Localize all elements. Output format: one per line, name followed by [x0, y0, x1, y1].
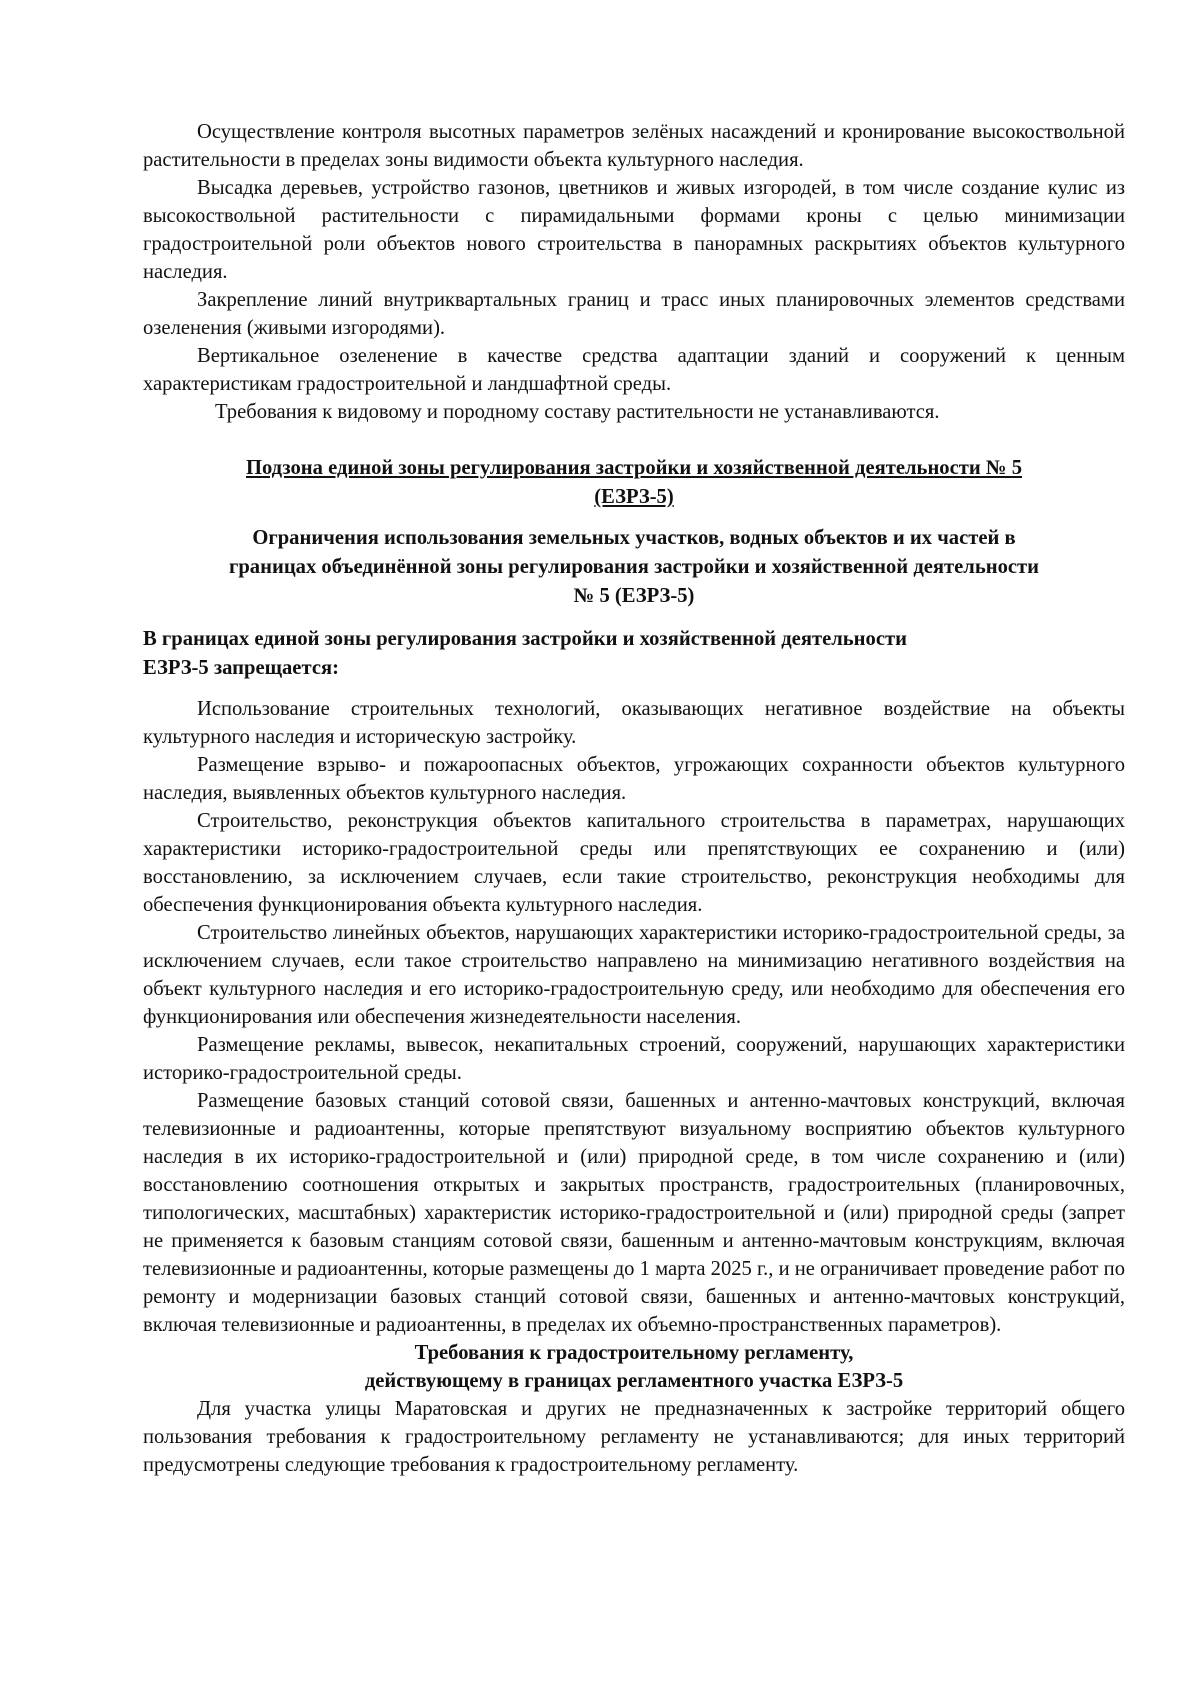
prohibited-paragraph-2: Размещение взрыво- и пожароопасных объектов, угрожающих сохранности объектов культурного наследия, выявленных объектов культурного наследия.: [143, 754, 1125, 804]
intro-paragraph-3: Закрепление линий внутриквартальных границ и трасс иных планировочных элементов средствами озеленения (живыми изгородями).: [143, 289, 1125, 339]
prohibited-paragraph-4: Строительство линейных объектов, нарушающих характеристики историко-градостроительной среды, за исключением случаев, если такое строительство направлено на минимизацию негативного воздействия на объект культурного наследия и его историко-градостроительную среду, или необходимо для обеспечения его функционирования или обеспечения жизнедеятельности населения.: [143, 922, 1125, 1028]
prohibited-paragraph-3: Строительство, реконструкция объектов капитального строительства в параметрах, нарушающих характеристики историко-градостроительной среды или препятствующих ее сохранению и (или) восстановлению, за исключением случаев, если такие строительство, реконструкция необходимы для обеспечения функционирования объекта культурного наследия.: [143, 810, 1125, 916]
document-page: [143, 118, 1125, 1479]
subzone-title-line-1: Подзона единой зоны регулирования застройки и хозяйственной деятельности № 5: [245, 457, 1023, 479]
regulation-paragraph: Для участка улицы Маратовская и других не предназначенных к застройке территорий общего пользования требования к градостроительному регламенту не устанавливаются; для иных территорий предусмотрены следующие требования к градостроительному регламенту.: [143, 1398, 1125, 1476]
restrictions-title-line-1: Ограничения использования земельных участков, водных объектов и их частей в: [252, 527, 1016, 549]
intro-paragraph-2: Высадка деревьев, устройство газонов, цветников и живых изгородей, в том числе создание кулис из высокоствольной растительности с пирамидальными формами кроны с целью минимизации градостроительной роли объектов нового строительства в панорамных раскрытиях объектов культурного наследия.: [143, 177, 1125, 283]
subzone-title: [143, 454, 1125, 512]
intro-paragraph-5: Требования к видовому и породному составу растительности не устанавливаются.: [215, 401, 940, 423]
prohibited-paragraph-1: Использование строительных технологий, оказывающих негативное воздействие на объекты культурного наследия и историческую застройку.: [143, 698, 1125, 748]
intro-paragraph-1: Осуществление контроля высотных параметров зелёных насаждений и кронирование высокоствольной растительности в пределах зоны видимости объекта культурного наследия.: [143, 121, 1125, 171]
regulation-heading: [143, 1339, 1125, 1395]
restrictions-title-line-3: № 5 (ЕЗРЗ-5): [573, 585, 695, 607]
intro-paragraph-4: Вертикальное озеленение в качестве средства адаптации зданий и сооружений к ценным характеристикам градостроительной и ландшафтной среды.: [143, 345, 1125, 395]
restrictions-title-line-2: границах объединённой зоны регулирования застройки и хозяйственной деятельности: [228, 556, 1040, 578]
subzone-title-line-2: (ЕЗРЗ-5): [594, 486, 674, 508]
regulation-heading-line-2: действующему в границах регламентного участка ЕЗРЗ-5: [364, 1370, 904, 1392]
prohibited-paragraph-6: Размещение базовых станций сотовой связи, башенных и антенно-мачтовых конструкций, включая телевизионные и радиоантенны, которые препятствуют визуальному восприятию объектов культурного наследия в их историко-градостроительной и (или) природной среде, в том числе сохранению и (или) восстановлению соотношения открытых и закрытых пространств, градостроительных (планировочных, типологических, масштабных) характеристик историко-градостроительной и (или) природной среды (запрет не применяется к базовым станциям сотовой связи, башенным и антенно-мачтовым конструкциям, включая телевизионные и радиоантенны, которые размещены до 1 марта 2025 г., и не ограничивает проведение работ по ремонту и модернизации базовых станций сотовой связи, башенных и антенно-мачтовых конструкций, включая телевизионные и радиоантенны, в пределах их объемно-пространственных параметров).: [143, 1090, 1125, 1336]
prohibited-heading-line-2: ЕЗРЗ-5 запрещается:: [143, 657, 339, 679]
regulation-heading-line-1: Требования к градостроительному регламенту,: [414, 1342, 854, 1364]
prohibited-heading-line-1: В границах единой зоны регулирования застройки и хозяйственной деятельности: [143, 628, 907, 650]
prohibited-paragraph-5: Размещение рекламы, вывесок, некапитальных строений, сооружений, нарушающих характеристики историко-градостроительной среды.: [143, 1034, 1125, 1084]
restrictions-title: [143, 524, 1125, 611]
prohibited-heading: [143, 625, 1125, 683]
